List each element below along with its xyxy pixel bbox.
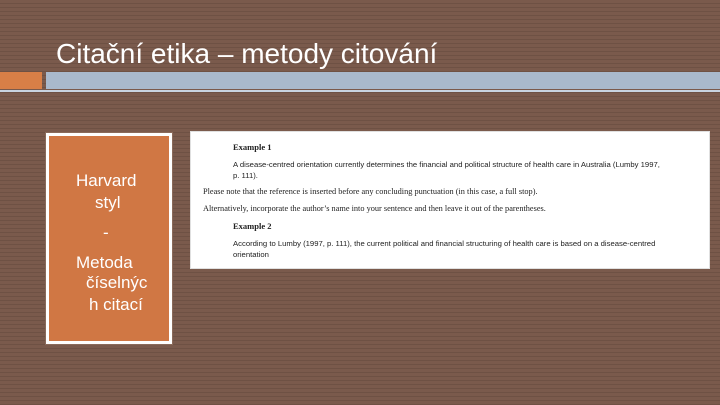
punctuation-note: Please note that the reference is inserted before any concluding punctuation (in this case, a full stop). — [203, 187, 538, 196]
example-1-text-line-2: p. 111). — [233, 171, 258, 180]
document-excerpt-image — [190, 131, 710, 269]
example-2-text-line-2: orientation — [233, 250, 269, 259]
accent-bar-orange — [0, 72, 42, 89]
example-1-text-line-1: A disease-centred orientation currently determines the financial and political structure of health care in Australia (Lumby 1997, — [233, 160, 660, 169]
header-divider — [0, 90, 720, 92]
accent-bar-blue — [46, 72, 720, 89]
example-2-text-line-1: According to Lumby (1997, p. 111), the current political and financial structuring of health care is based on a disease-centred — [233, 239, 656, 248]
example-2-title: Example 2 — [233, 221, 272, 231]
box-line-2: styl — [95, 193, 121, 212]
example-1-title: Example 1 — [233, 142, 272, 152]
alternative-note: Alternatively, incorporate the author’s name into your sentence and then leave it out of the parentheses. — [203, 204, 546, 213]
citation-style-box — [46, 133, 172, 344]
box-line-6: h citací — [89, 295, 143, 314]
box-line-3: - — [103, 223, 109, 242]
box-line-1: Harvard — [76, 171, 137, 190]
box-line-5: číselnýc — [86, 273, 148, 292]
slide-header — [0, 0, 720, 92]
slide-title: Citační etika – metody citování — [56, 38, 438, 69]
box-line-4: Metoda — [76, 253, 133, 272]
